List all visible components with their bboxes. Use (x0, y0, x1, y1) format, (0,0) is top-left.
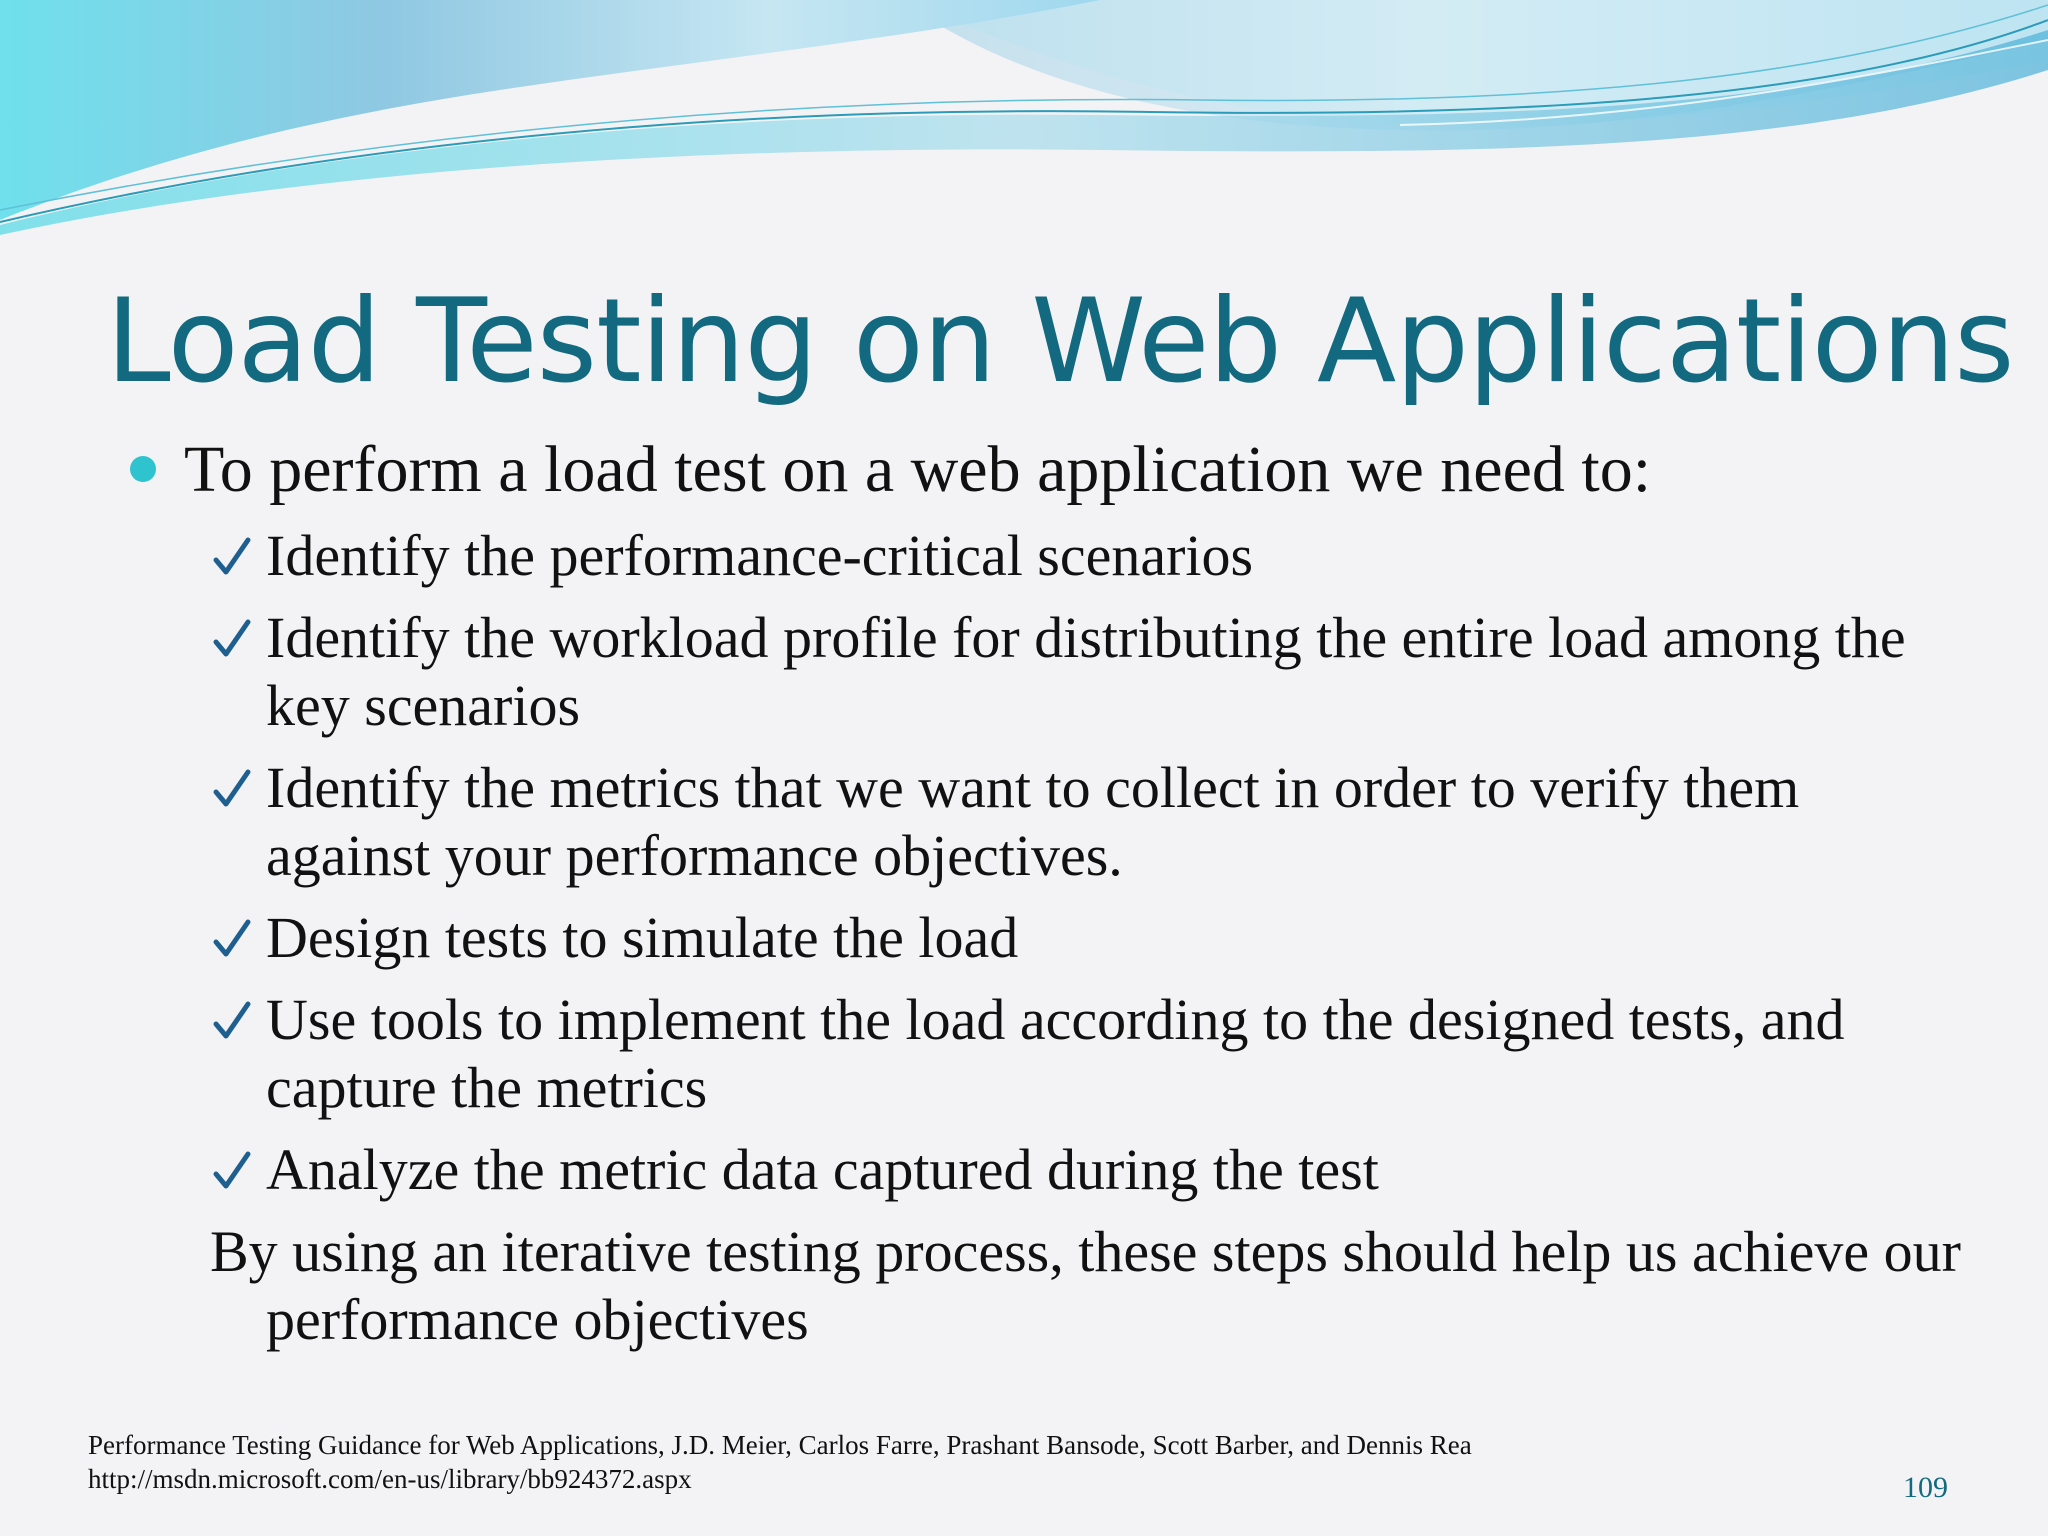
list-item-text: Identify the metrics that we want to collect in order to verify them against your performance objectives. (266, 755, 1800, 888)
checkmark-icon (210, 758, 262, 818)
list-item (210, 522, 1950, 590)
main-bullet-text: To perform a load test on a web application we need to: (184, 433, 1652, 506)
checkmark-icon (210, 608, 262, 668)
list-item-text: Identify the performance-critical scenarios (266, 523, 1254, 588)
list-item (210, 604, 1950, 740)
list-item-text: Analyze the metric data captured during the test (266, 1137, 1379, 1202)
page-number: 109 (1903, 1471, 1948, 1504)
list-item (210, 1136, 1950, 1204)
closing-statement: By using an iterative testing process, these steps should help us achieve our performance objectives (210, 1219, 1961, 1352)
checkmark-icon (210, 908, 262, 968)
list-item (210, 904, 1950, 972)
slide-title: Load Testing on Web Applications (106, 274, 2014, 409)
list-item-text: Identify the workload profile for distributing the entire load among the key scenarios (266, 605, 1906, 738)
reference-citation: Performance Testing Guidance for Web Applications, J.D. Meier, Carlos Farre, Prashant Bansode, Scott Barber, and Dennis Rea (88, 1430, 1472, 1460)
bullet-dot-icon (130, 456, 156, 482)
checkmark-icon (210, 526, 262, 586)
list-item (210, 754, 1950, 890)
checkmark-icon (210, 990, 262, 1050)
list-item-text: Use tools to implement the load according to the designed tests, and capture the metrics (266, 987, 1845, 1120)
reference-url: http://msdn.microsoft.com/en-us/library/bb924372.aspx (88, 1464, 692, 1494)
list-item-text: Design tests to simulate the load (266, 905, 1019, 970)
checkmark-icon (210, 1140, 262, 1200)
list-item (210, 986, 1950, 1122)
